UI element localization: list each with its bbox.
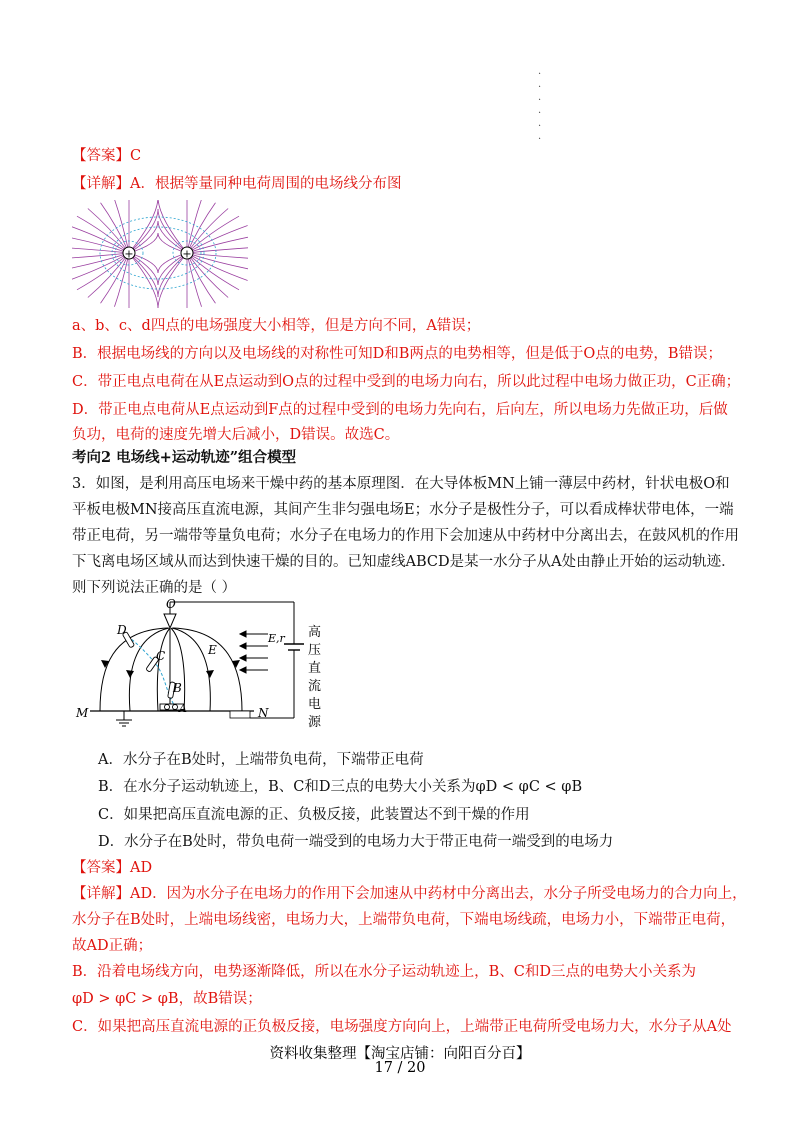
label-B: B bbox=[173, 681, 182, 695]
svg-text:电: 电 bbox=[308, 697, 322, 712]
source-label bbox=[308, 624, 322, 730]
answer-2: 【答案】AD bbox=[72, 860, 153, 876]
label-M: M bbox=[76, 706, 89, 720]
footer-page-number: 17 / 20 bbox=[374, 1060, 426, 1076]
svg-text:压: 压 bbox=[308, 643, 322, 658]
detail-2-line-3: 故AD正确； bbox=[72, 938, 153, 954]
decorative-dots: · · · · · · bbox=[538, 69, 542, 145]
detail-1-line-a: 【详解】A．根据等量同种电荷周围的电场线分布图 bbox=[72, 176, 402, 192]
label-Er: E,r bbox=[268, 632, 285, 645]
label-N: N bbox=[258, 706, 269, 720]
label-A: A bbox=[179, 702, 187, 715]
detail-2-line-5: φD > φC > φB，故B错误； bbox=[72, 991, 262, 1007]
drying-apparatus-figure bbox=[72, 598, 332, 738]
detail-1-line-b: B．根据电场线的方向以及电场线的对称性可知D和B两点的电势相等，但是低于O点的电势，B错误； bbox=[72, 346, 722, 362]
svg-text:高: 高 bbox=[308, 625, 322, 640]
detail-1-line-d2: 负功，电荷的速度先增大后减小，D错误。故选C。 bbox=[72, 427, 400, 443]
label-C: C bbox=[156, 649, 166, 663]
option-d: D．水分子在B处时，带负电荷一端受到的电场力大于带正电荷一端受到的电场力 bbox=[98, 834, 614, 850]
answer-1: 【答案】C bbox=[72, 148, 142, 164]
detail-2-line-6: C．如果把高压直流电源的正负极反接，电场强度方向向上，上端带正电荷所受电场力大，水分子从A处 bbox=[72, 1019, 732, 1035]
option-a: A．水分子在B处时，上端带负电荷，下端带正电荷 bbox=[98, 752, 424, 768]
question-3-line-1: 3．如图，是利用高压电场来干燥中药的基本原理图．在大导体板MN上铺一薄层中药材，针状电极O和 bbox=[72, 476, 730, 492]
svg-text:直: 直 bbox=[308, 661, 322, 676]
label-O: O bbox=[166, 598, 176, 611]
svg-text:源: 源 bbox=[308, 715, 322, 730]
detail-2-line-1: 【详解】AD．因为水分子在电场力的作用下会加速从中药材中分离出去，水分子所受电场力的合力向上， bbox=[72, 886, 747, 902]
label-D: D bbox=[117, 623, 127, 637]
detail-1-line-d1: D．带正电点电荷从E点运动到F点的过程中受到的电场力先向右，后向左，所以电场力先做正功，后做 bbox=[72, 402, 728, 418]
section-title: 考向2 电场线+运动轨迹”组合模型 bbox=[72, 449, 297, 466]
charge-left-sign: + bbox=[124, 247, 134, 261]
question-3-line-3: 带正电荷，另一端带等量负电荷；水分子在电场力的作用下会加速从中药材中分离出去，在鼓风机的作用 bbox=[72, 528, 739, 544]
detail-1-line-a2: a、b、c、d四点的电场强度大小相等，但是方向不同，A错误； bbox=[72, 318, 481, 334]
field-lines-figure bbox=[72, 200, 248, 308]
question-3-line-2: 平板电极MN接高压直流电源，其间产生非匀强电场E；水分子是极性分子，可以看成棒状带电体，一端 bbox=[72, 502, 734, 518]
svg-text:流: 流 bbox=[308, 679, 322, 694]
detail-2-line-2: 水分子在B处时，上端电场线密，电场力大，上端带负电荷，下端电场线疏，电场力小，下端带正电荷， bbox=[72, 912, 736, 928]
detail-1-line-c: C．带正电点电荷在从E点运动到O点的过程中受到的电场力向右，所以此过程中电场力做正功，C正确； bbox=[72, 374, 741, 390]
option-c: C．如果把高压直流电源的正、负极反接，此装置达不到干燥的作用 bbox=[98, 807, 530, 823]
footer-source: 资料收集整理【淘宝店铺：向阳百分百】 bbox=[269, 1046, 531, 1062]
question-3-line-5: 则下列说法正确的是（ ） bbox=[72, 580, 237, 596]
option-b: B．在水分子运动轨迹上，B、C和D三点的电势大小关系为φD < φC < φB bbox=[98, 779, 583, 795]
question-3-line-4: 下飞离电场区域从而达到快速干燥的目的。已知虚线ABCD是某一水分子从A处由静止开始的运动轨迹． bbox=[72, 554, 736, 570]
label-E: E bbox=[208, 643, 217, 657]
charge-right-sign: + bbox=[182, 247, 192, 261]
detail-2-line-4: B．沿着电场线方向，电势逐渐降低，所以在水分子运动轨迹上，B、C和D三点的电势大小关系为 bbox=[72, 964, 697, 980]
